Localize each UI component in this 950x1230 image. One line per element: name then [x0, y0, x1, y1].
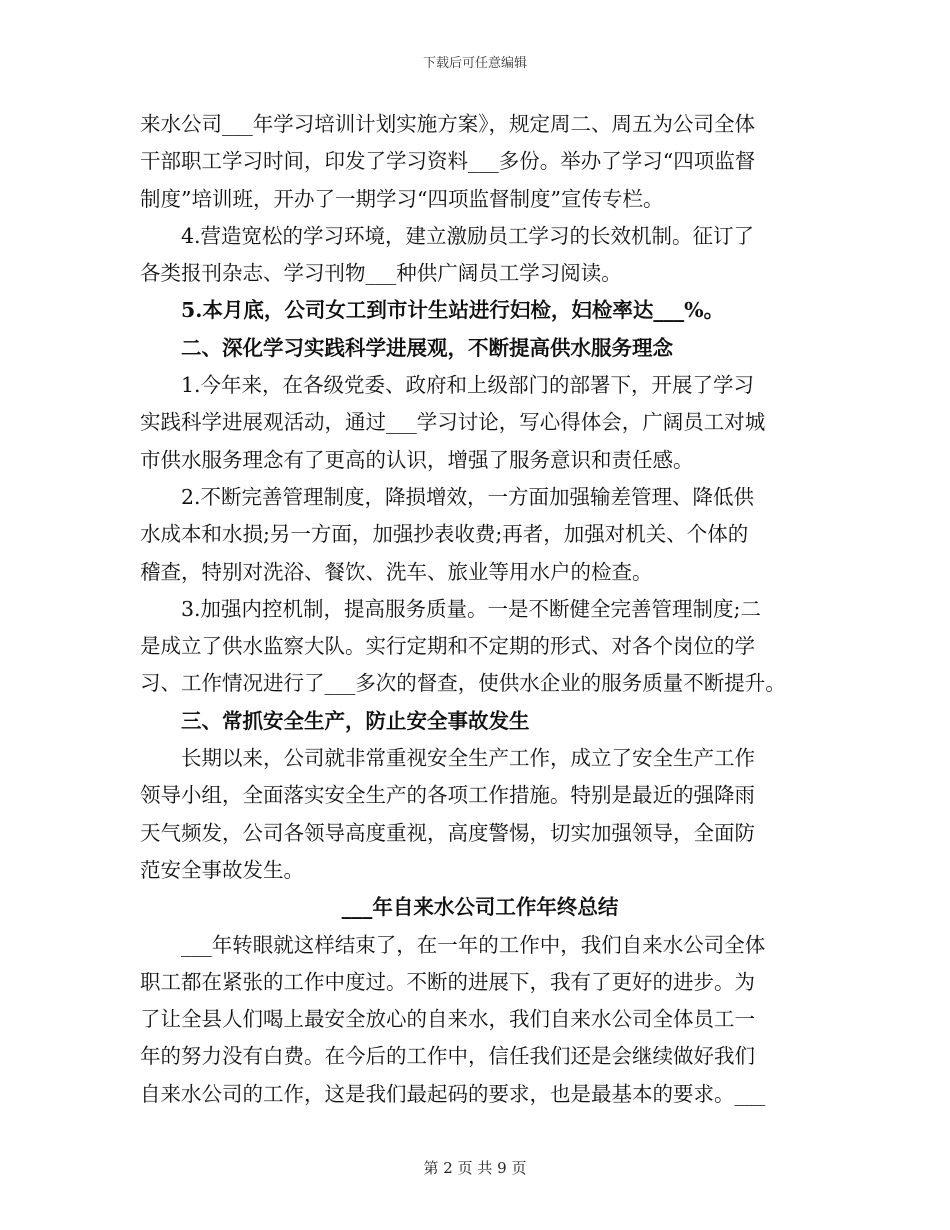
- page-number: 第 2 页 共 9 页: [423, 1159, 527, 1177]
- paragraph-start: 1.今年来，在各级党委、政府和上级部门的部署下，开展了学习: [181, 373, 755, 398]
- body-line: 自来水公司的工作，这是我们最起码的要求，也是最基本的要求。___: [140, 1081, 766, 1106]
- body-line: 各类报刊杂志、学习刊物___种供广阔员工学习阅读。: [140, 261, 622, 286]
- body-line: 是成立了供水监察大队。实行定期和不定期的形式、对各个岗位的学: [140, 634, 755, 659]
- body-line: 实践科学进展观活动，通过___学习讨论，写心得体会，广阔员工对城: [140, 410, 766, 435]
- document-body: [140, 106, 820, 1113]
- body-line: 稽查，特别对洗浴、餐饮、洗车、旅业等用水户的检查。: [140, 559, 653, 584]
- section-heading: 二、深化学习实践科学进展观，不断提高供水服务理念: [181, 335, 673, 360]
- body-line: 市供水服务理念有了更高的认识，增强了服务意识和责任感。: [140, 447, 694, 472]
- body-line: 水成本和水损;另一方面，加强抄表收费;再者，加强对机关、个体的: [140, 522, 749, 547]
- paragraph-start: 2.不断完善管理制度，降损增效，一方面加强输差管理、降低供: [181, 484, 755, 509]
- paragraph-start: ___年转眼就这样结束了，在一年的工作中，我们自来水公司全体: [181, 932, 766, 957]
- body-line: 领导小组，全面落实安全生产的各项工作措施。特别是最近的强降雨: [140, 783, 755, 808]
- document-title: ___年自来水公司工作年终总结: [341, 895, 619, 920]
- body-line: 干部职工学习时间，印发了学习资料___多份。举办了学习“四项监督: [140, 149, 756, 174]
- section-heading: 三、常抓安全生产，防止安全事故发生: [181, 708, 530, 733]
- paragraph-start: 4.营造宽松的学习环境，建立激励员工学习的长效机制。征订了: [181, 223, 755, 248]
- paragraph-start: 长期以来，公司就非常重视安全生产工作，成立了安全生产工作: [181, 746, 755, 771]
- body-line: 职工都在紧张的工作中度过。不断的进展下，我有了更好的进步。为: [140, 969, 755, 994]
- paragraph-start: 3.加强内控机制，提高服务质量。一是不断健全完善管理制度;二: [181, 596, 761, 621]
- body-line: 来水公司___年学习培训计划实施方案》，规定周二、周五为公司全体: [140, 112, 755, 136]
- bold-item: 5.本月底，公司女工到市计生站进行妇检，妇检率达___%。: [181, 298, 725, 323]
- body-line: 了让全县人们喝上最安全放心的自来水，我们自来水公司全体员工一: [140, 1007, 755, 1032]
- body-line: 年的努力没有白费。在今后的工作中，信任我们还是会继续做好我们: [140, 1044, 755, 1069]
- body-line: 制度”培训班，开办了一期学习“四项监督制度”宣传专栏。: [140, 186, 664, 211]
- body-line: 天气频发，公司各领导高度重视，高度警惕，切实加强领导，全面防: [140, 820, 755, 845]
- page-header: 下载后可任意编辑: [422, 56, 527, 71]
- body-line: 习、工作情况进行了___多次的督查，使供水企业的服务质量不断提升。: [140, 671, 786, 696]
- body-line: 范安全事故发生。: [140, 857, 304, 882]
